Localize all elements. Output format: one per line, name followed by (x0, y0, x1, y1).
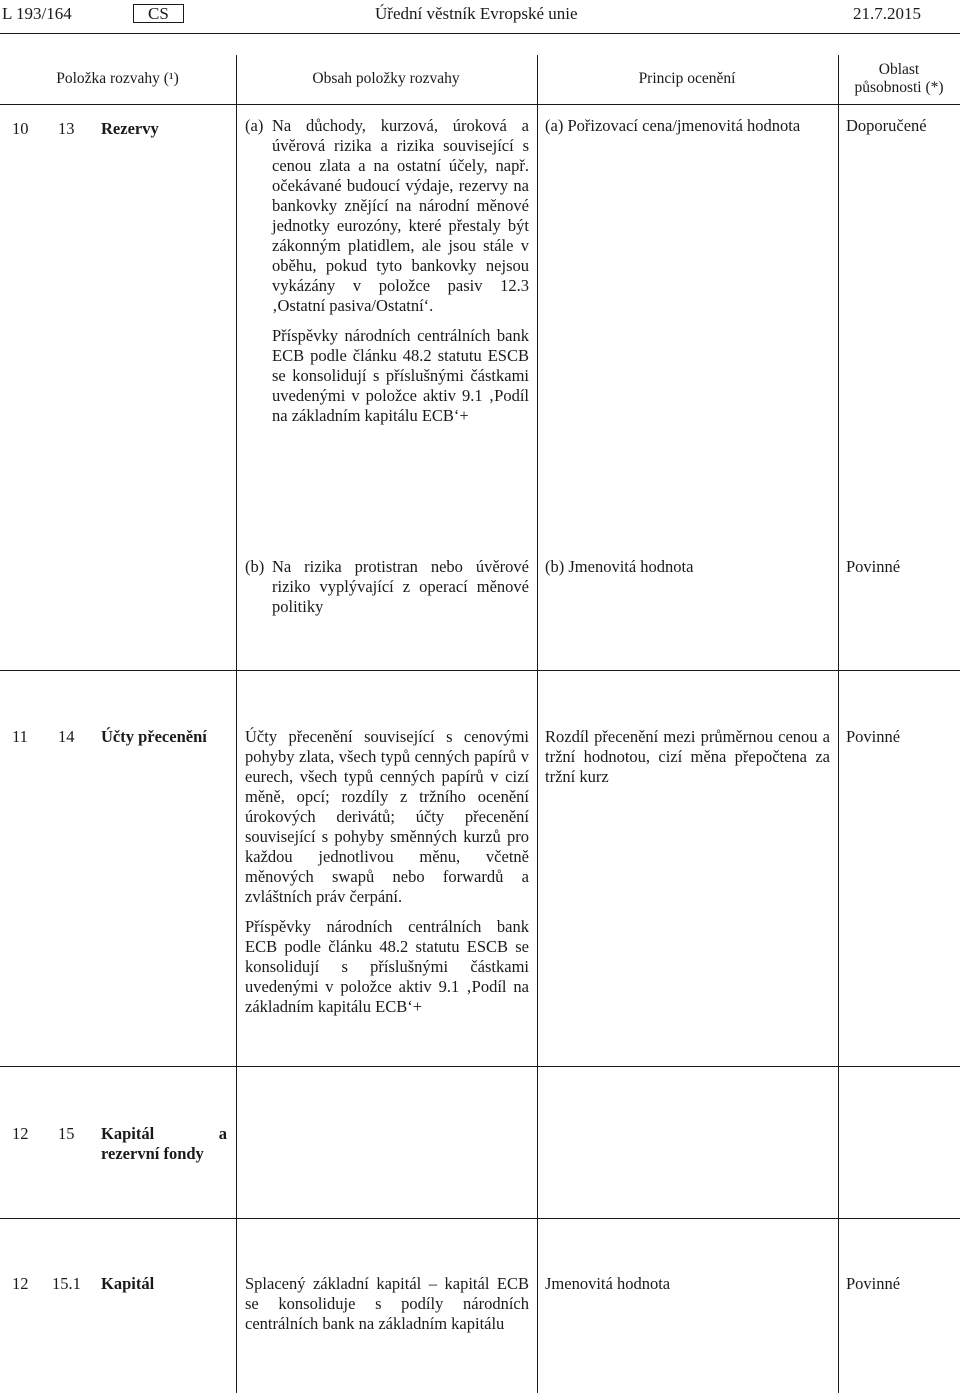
scope-text: Doporučené (846, 116, 927, 135)
scope-text: Povinné (846, 1274, 901, 1293)
table-header-rule (0, 104, 960, 105)
item-number: 15 (58, 1124, 75, 1143)
valuation-text: Rozdíl přecenění mezi průměrnou cenou a tržní hodnotou, cizí měna přepočtena za tržní kurz (545, 727, 830, 786)
item-title: Kapitál (101, 1274, 155, 1293)
column-header-scope (838, 61, 960, 97)
content-text: Na rizika protistran nebo úvěrové riziko vyplývající z operací měnové politiky (272, 557, 529, 616)
publication-date: 21.7.2015 (853, 4, 921, 23)
row-divider (0, 1066, 960, 1067)
content-cell (245, 116, 529, 426)
row-divider (0, 1218, 960, 1219)
valuation-text: Jmenovitá hodnota (545, 1274, 671, 1293)
content-text: Příspěvky národních centrálních bank ECB podle článku 48.2 statutu ESCB se konsolidují s příslušnými částkami uvedenými v položce aktiv 9.1 ‚Podíl na základním kapitálu ECB‘+ (245, 917, 529, 1016)
item-title: Rezervy (101, 119, 159, 138)
journal-title: Úřední věstník Evropské unie (375, 4, 578, 23)
column-header-scope-line1: Oblast (878, 61, 920, 78)
content-cell (245, 557, 529, 617)
language-badge: CS (133, 4, 184, 23)
content-text: Na důchody, kurzová, úroková a úvěrová rizika a rizika související s cenou zlata a na ostatní účely, např. očekávané budoucí výdaje, rezervy na bankovky znějící na národní měnové jednotky eurozóny, které přestaly být zákonným platidlem, ale jsou stále v oběhu, pokud tyto bankovky nejsou vykázány v položce pasiv 12.3 ‚Ostatní pasiva/Ostatní‘. (272, 116, 529, 315)
content-item-a (245, 116, 529, 426)
content-text: Účty přecenění související s cenovými pohyby zlata, všech typů cenných papírů v eurech, všech typů cenných papírů v cizí měně, opcí; rozdíly z tržního ocenění úrokových derivátů; účty přecenění související s pohyby směnných kurzů pro každou jednotlivou měnu, včetně měnových swapů nebo forwardů a zvláštních práv čerpání. (245, 727, 529, 906)
column-divider (236, 55, 237, 1393)
content-text: Příspěvky národních centrálních bank ECB podle článku 48.2 statutu ESCB se konsolidují s příslušnými částkami uvedenými v položce aktiv 9.1 ‚Podíl na základním kapitálu ECB‘+ (272, 326, 529, 425)
item-title: Kapitál a rezervní fondy (101, 1124, 227, 1163)
row-number: 12 (12, 1124, 29, 1143)
column-divider (537, 55, 538, 1393)
content-text: Splacený základní kapitál – kapitál ECB se konsoliduje s podíly národních centrálních bank na základním kapitálu (245, 1274, 529, 1333)
item-number: 14 (58, 727, 75, 746)
column-header-valuation: Princip ocenění (638, 70, 736, 87)
page-header (0, 0, 960, 30)
row-divider (0, 670, 960, 671)
column-header-item: Položka rozvahy (¹) (56, 70, 179, 87)
item-title: Účty přecenění (101, 727, 207, 746)
item-label: (a) (245, 116, 264, 135)
column-header-content: Obsah položky rozvahy (312, 70, 460, 87)
valuation-text: (b) Jmenovitá hodnota (545, 557, 694, 576)
row-number: 11 (12, 727, 28, 746)
item-number: 13 (58, 119, 75, 138)
column-divider (838, 55, 839, 1393)
content-cell (245, 727, 529, 1017)
item-label: (b) (245, 557, 265, 576)
column-header-scope-line2: působnosti (*) (854, 79, 944, 96)
valuation-text: (a) Pořizovací cena/jmenovitá hodnota (545, 116, 801, 135)
scope-text: Povinné (846, 557, 901, 576)
row-number: 10 (12, 119, 29, 138)
content-item-b (245, 557, 529, 617)
row-number: 12 (12, 1274, 29, 1293)
item-number: 15.1 (52, 1274, 81, 1293)
header-rule (0, 33, 960, 34)
scope-text: Povinné (846, 727, 901, 746)
journal-reference: L 193/164 (2, 4, 72, 23)
